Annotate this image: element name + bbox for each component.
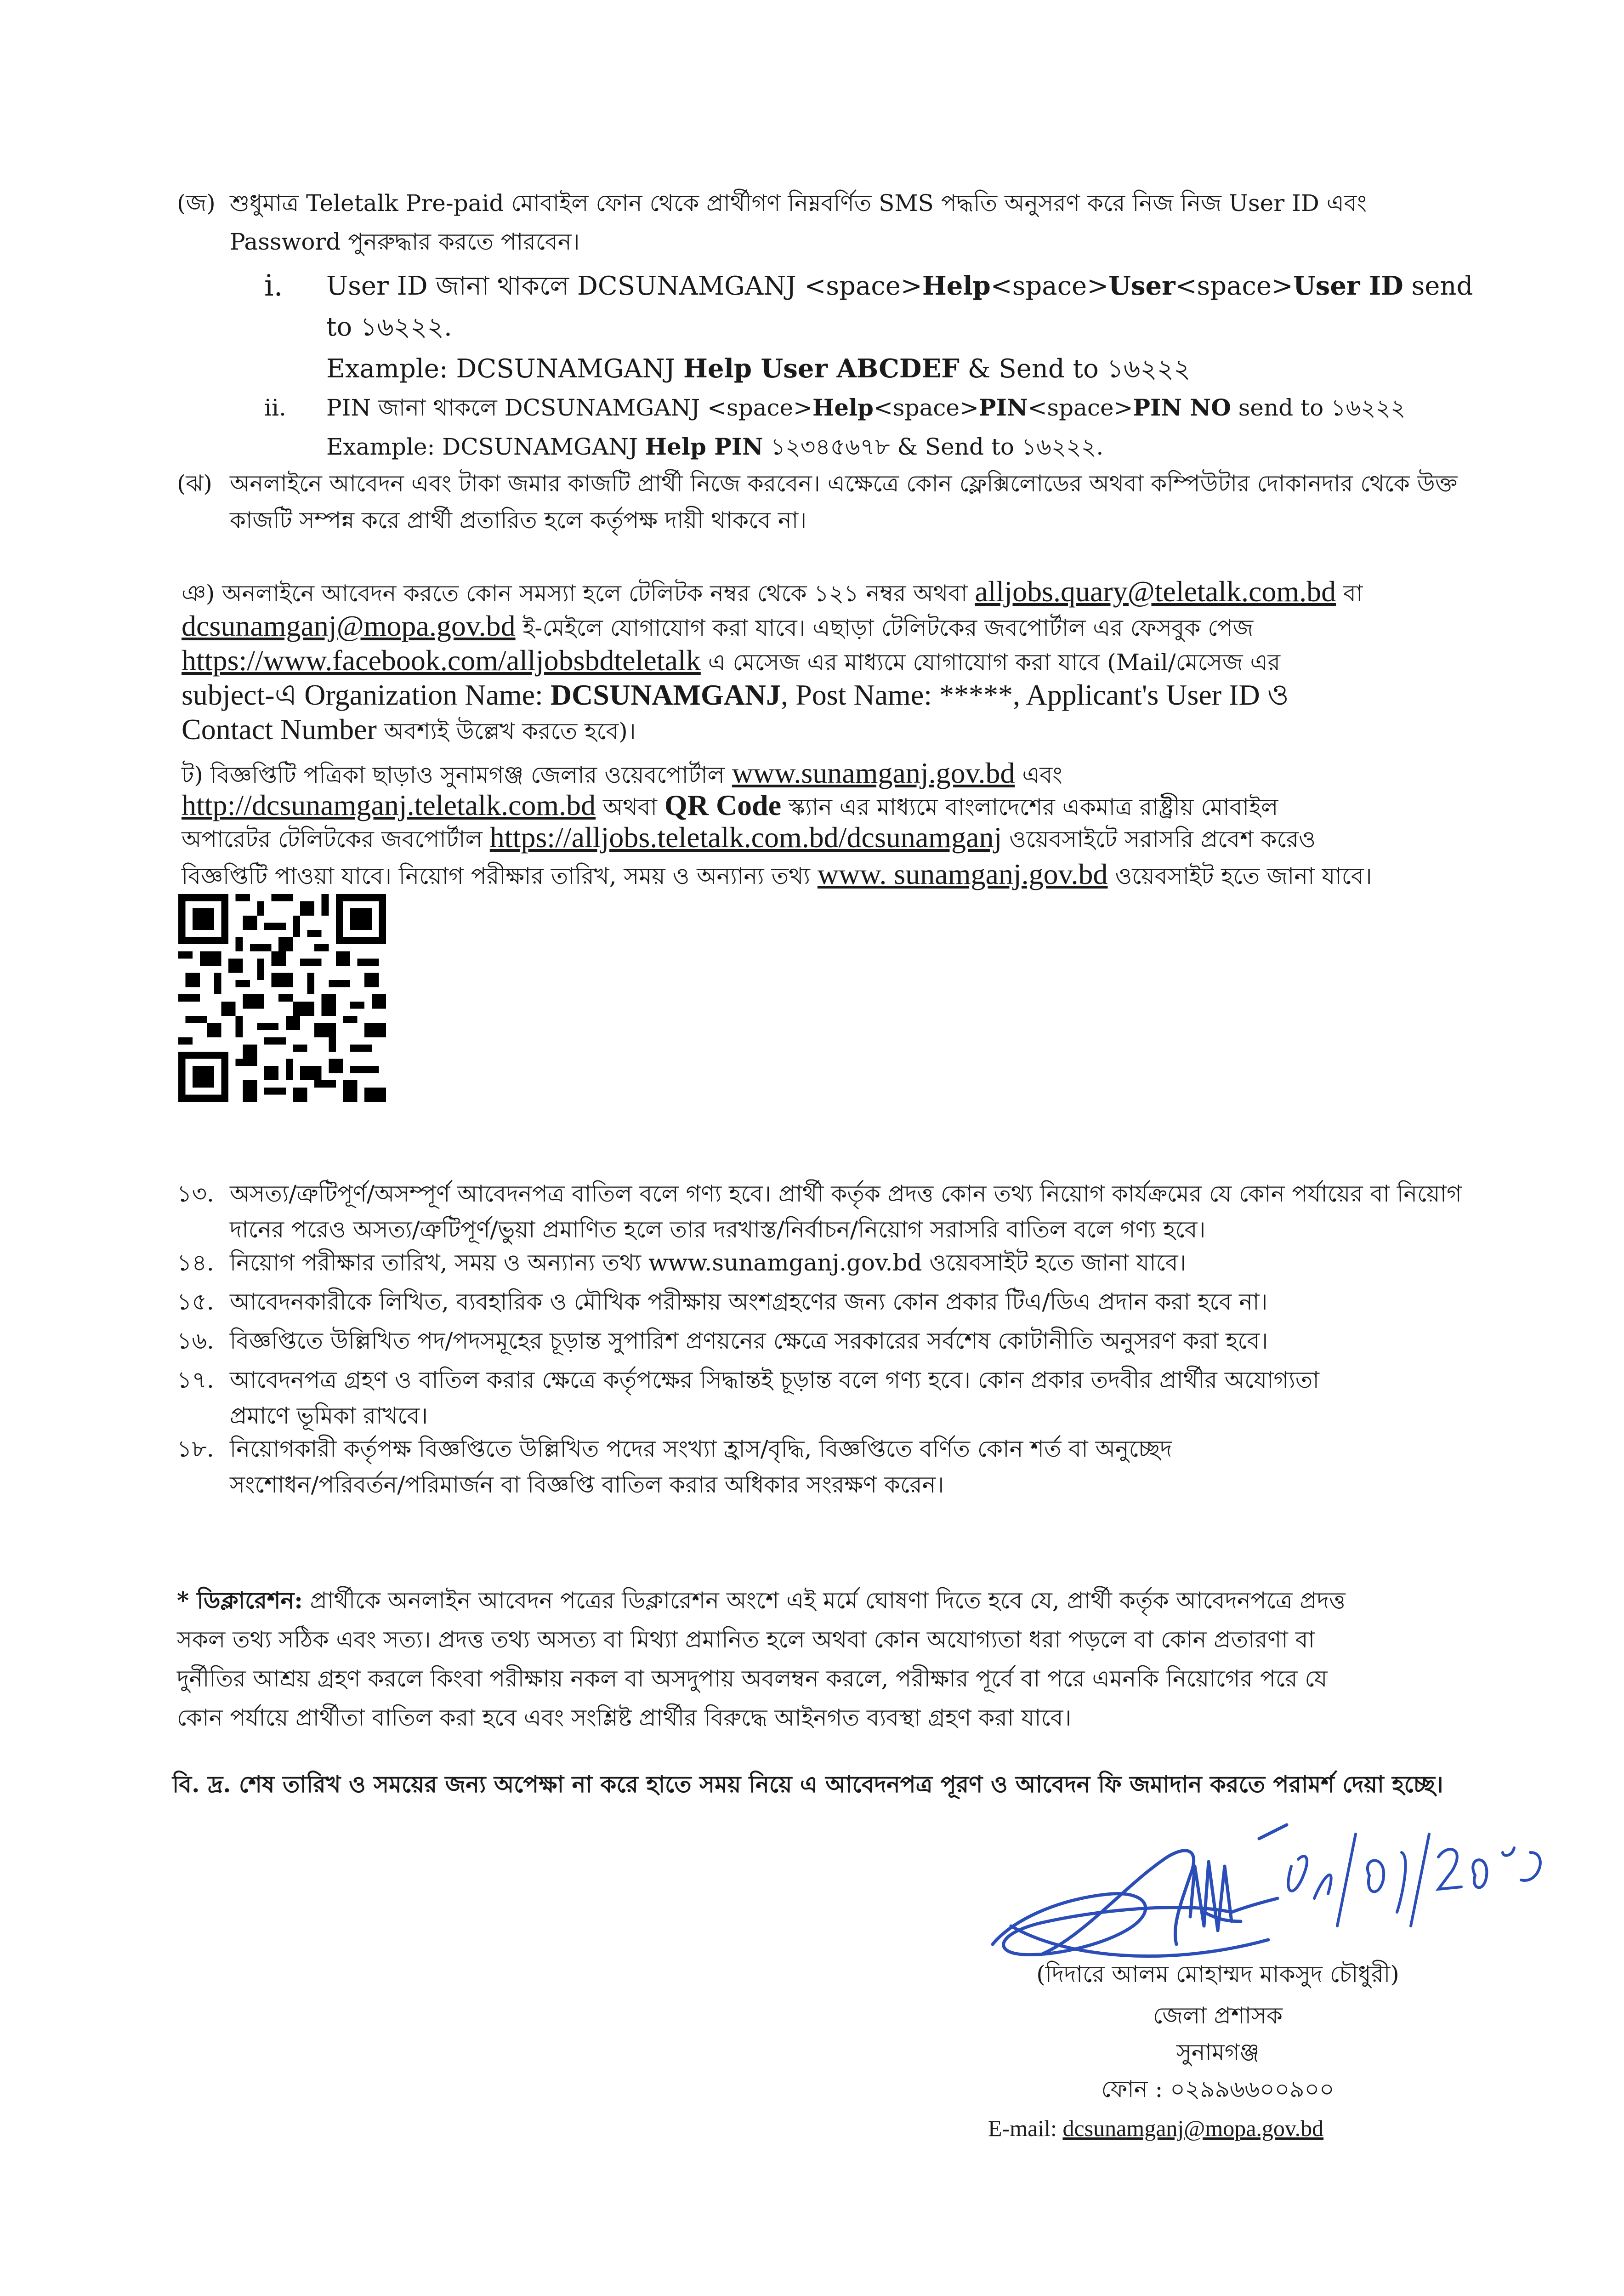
rule-text-line: নিয়োগ পরীক্ষার তারিখ, সময় ও অন্যান্য তথ্য www.sunamganj.gov.bd ওয়েবসাইট হতে জানা যাবে। — [230, 1249, 1187, 1276]
sms-i-userid: User ID — [1293, 271, 1403, 301]
note-line: বি. দ্র. শেষ তারিখ ও সময়ের জন্য অপেক্ষা না করে হাতে সময় নিয়ে এ আবেদনপত্র পূরণ ও আবেদন ফি জমাদান করতে পরামর্শ দেয়া হচ্ছে। — [172, 1771, 1443, 1798]
signatory-name: (দিদারে আলম মোহাম্মদ মাকসুদ চৌধুরী) — [1036, 1961, 1399, 1988]
help-contact-number: Contact Number — [182, 713, 377, 746]
qr-code-label: QR Code — [664, 789, 782, 821]
notice-line4 — [182, 855, 1372, 895]
teletalk-dc-link[interactable]: http://dcsunamganj.teletalk.com.bd — [182, 789, 596, 821]
sms-item-i-line1 — [326, 267, 1473, 306]
help-line4-prefix: subject-এ Organization Name: — [182, 678, 551, 711]
sunamganj-website-link[interactable]: www. sunamganj.gov.bd — [817, 858, 1108, 890]
declaration-line3: দুর্নীতির আশ্রয় গ্রহণ করলে কিংবা পরীক্ষায় নকল বা অসদুপায় অবলম্বন করলে, পরীক্ষার পূর্বে বা পরে এমনকি নিয়োগের পরে যে — [177, 1665, 1328, 1692]
sms-ii-help: Help — [812, 394, 874, 421]
rule-number: ১৫. — [177, 1288, 214, 1315]
rule-number: ১৬. — [177, 1327, 214, 1354]
help-line2-text: ই-মেইলে যোগাযোগ করা যাবে। এছাড়া টেলিটকের জবপোর্টাল এর ফেসবুক পেজ — [515, 615, 1254, 641]
rule-text-line: নিয়োগকারী কর্তৃপক্ষ বিজ্ঞপ্তিতে উল্লিখিত পদের সংখ্যা হ্রাস/বৃদ্ধি, বিজ্ঞপ্তিতে বর্ণিত কোন শর্ত বা অনুচ্ছেদ — [230, 1436, 1172, 1462]
sms-item-i-example — [326, 349, 1191, 388]
rule-number: ১৭. — [177, 1367, 214, 1393]
facebook-page-link[interactable]: https://www.facebook.com/alljobsbdteletalk — [182, 644, 701, 677]
notice-line2-text: স্ক্যান এর মাধ্যমে বাংলাদেশের একমাত্র রাষ্ট্রীয় মোবাইল — [781, 794, 1278, 820]
sms-i-send: send — [1403, 271, 1473, 301]
sms-i-space2: <space> — [1175, 271, 1293, 301]
sms-item-ii-line1 — [326, 388, 1406, 427]
sms-i-example-prefix: Example: DCSUNAMGANJ — [326, 354, 684, 384]
help-line4-suffix: , Post Name: *****, Applicant's User ID ও — [781, 678, 1289, 711]
declaration-line4: কোন পর্যায়ে প্রার্থীতা বাতিল করা হবে এবং সংশ্লিষ্ট প্রার্থীর বিরুদ্ধে আইনগত ব্যবস্থা গ্রহণ করা যাবে। — [177, 1704, 1072, 1731]
rule-text-line: সংশোধন/পরিবর্তন/পরিমার্জন বা বিজ্ঞপ্তি বাতিল করার অধিকার সংরক্ষণ করেন। — [230, 1471, 944, 1498]
sms-intro-line1: শুধুমাত্র Teletalk Pre-paid মোবাইল ফোন থেকে প্রার্থীগণ নিম্নবর্ণিত SMS পদ্ধতি অনুসরণ করে নিজ নিজ User ID এবং — [230, 190, 1367, 216]
sms-i-space: <space> — [990, 271, 1109, 301]
help-line3-text: এ মেসেজ এর মাধ্যমে যোগাযোগ করা যাবে (Mail/মেসেজ এর — [700, 649, 1280, 676]
help-line5 — [182, 710, 636, 751]
sms-ii-space2: <space> — [1028, 394, 1133, 421]
signatory-designation: জেলা প্রশাসক — [1153, 2002, 1283, 2029]
sms-item-i-line2: to ১৬২২২. — [326, 312, 452, 342]
rule-text-line: প্রমাণে ভূমিকা রাখবে। — [230, 1402, 428, 1429]
helpdesk-email-link[interactable]: alljobs.quary@teletalk.com.bd — [975, 575, 1336, 608]
notice-line3 — [182, 818, 1316, 859]
sms-ii-send: send to ১৬২২২ — [1231, 394, 1406, 421]
signatory-email-line — [988, 2110, 1323, 2147]
help-line1-or: বা — [1336, 580, 1363, 607]
rule-number: ১৩. — [177, 1180, 214, 1207]
sms-item-ii-number: ii. — [264, 394, 286, 421]
rule-number: ১৮. — [177, 1436, 214, 1462]
sms-intro-line2: Password পুনরুদ্ধার করতে পারবেন। — [230, 228, 580, 255]
signatory-phone: ফোন : ০২৯৯৬৬০০৯০০ — [1101, 2076, 1334, 2102]
notice-line4-suffix: ওয়েবসাইট হতে জানা যাবে। — [1107, 863, 1372, 889]
notice-line2-or: অথবা — [596, 794, 664, 820]
rule-text-line: আবেদনপত্র গ্রহণ ও বাতিল করার ক্ষেত্রে কর্তৃপক্ষের সিদ্ধান্তই চূড়ান্ত বলে গণ্য হবে। কোন প্রকার তদবীর প্রার্থীর অযোগ্যতা — [230, 1367, 1319, 1393]
dc-email-link[interactable]: dcsunamganj@mopa.gov.bd — [182, 610, 516, 642]
declaration-line1-text: প্রার্থীকে অনলাইন আবেদন পত্রের ডিক্লারেশন অংশে এই মর্মে ঘোষণা দিতে হবে যে, প্রার্থী কর্তৃক আবেদনপত্রে প্রদত্ত — [302, 1587, 1346, 1614]
help-line5-text: অবশ্যই উল্লেখ করতে হবে)। — [376, 718, 636, 745]
rule-text-line: দানের পরেও অসত্য/ত্রুটিপূর্ণ/ভুয়া প্রমাণিত হলে তার দরখাস্ত/নির্বাচন/নিয়োগ সরাসরি বাতিল বলে গণ্য হবে। — [230, 1216, 1206, 1243]
notice-line3-suffix: ওয়েবসাইটে সরাসরি প্রবেশ করেও — [1002, 826, 1316, 853]
notice-line3-text: অপারেটর টেলিটকের জবপোর্টাল — [182, 826, 490, 853]
rule-text-line: বিজ্ঞপ্তিতে উল্লিখিত পদ/পদসমূহের চূড়ান্ত সুপারিশ প্রণয়নের ক্ষেত্রে সরকারের সর্বশেষ কোটানীতি অনুসরণ করা হবে। — [230, 1327, 1268, 1354]
online-line2: কাজটি সম্পন্ন করে প্রার্থী প্রতারিত হলে কর্তৃপক্ষ দায়ী থাকবে না। — [230, 507, 807, 534]
notice-line1-text: ট) বিজ্ঞপ্তিটি পত্রিকা ছাড়াও সুনামগঞ্জ জেলার ওয়েবপোর্টাল — [182, 762, 732, 788]
declaration-line1 — [177, 1581, 1346, 1620]
online-line1: অনলাইনে আবেদন এবং টাকা জমার কাজটি প্রার্থী নিজে করবেন। এক্ষেত্রে কোন ফ্লেক্সিলোডের অথবা কম্পিউটার দোকানদার থেকে উক্ত — [230, 470, 1458, 497]
signatory-email-link[interactable]: dcsunamganj@mopa.gov.bd — [1062, 2115, 1324, 2141]
sms-ii-example-cmd: Help PIN — [645, 433, 763, 460]
signatory-district: সুনামগঞ্জ — [1176, 2039, 1260, 2066]
sms-i-help: Help — [922, 271, 991, 301]
qr-code-image[interactable] — [178, 894, 386, 1102]
sms-i-example-cmd: Help User ABCDEF — [683, 353, 960, 384]
online-label: (ঝ) — [177, 470, 212, 497]
sms-ii-part: PIN জানা থাকলে DCSUNAMGANJ <space> — [326, 394, 812, 421]
sms-ii-example-send: ১২৩৪৫৬৭৮ & Send to ১৬২২২. — [763, 433, 1104, 460]
sms-label: (জ) — [177, 190, 216, 216]
sunamganj-portal-link[interactable]: www.sunamganj.gov.bd — [732, 757, 1015, 789]
rule-text-line: আবেদনকারীকে লিখিত, ব্যবহারিক ও মৌখিক পরীক্ষায় অংশগ্রহণের জন্য কোন প্রকার টিএ/ডিএ প্রদান করা হবে না। — [230, 1288, 1268, 1315]
alljobs-portal-link[interactable]: https://alljobs.teletalk.com.bd/dcsunamganj — [489, 821, 1002, 854]
sms-ii-example-prefix: Example: DCSUNAMGANJ — [326, 433, 645, 460]
sms-ii-pin: PIN — [978, 394, 1028, 421]
rule-text-line: অসত্য/ত্রুটিপূর্ণ/অসম্পূর্ণ আবেদনপত্র বাতিল বলে গণ্য হবে। প্রার্থী কর্তৃক প্রদত্ত কোন তথ্য নিয়োগ কার্যক্রমের যে কোন পর্যায়ের বা নিয়োগ — [230, 1180, 1462, 1207]
sms-i-part: User ID জানা থাকলে DCSUNAMGANJ <space> — [326, 271, 922, 301]
sms-ii-pinno: PIN NO — [1133, 394, 1231, 421]
rule-number: ১৪. — [177, 1249, 214, 1276]
sms-i-user: User — [1108, 271, 1175, 301]
sms-ii-space: <space> — [874, 394, 979, 421]
notice-line1-and: এবং — [1015, 762, 1062, 788]
declaration-line2: সকল তথ্য সঠিক এবং সত্য। প্রদত্ত তথ্য অসত্য বা মিথ্যা প্রমানিত হলে অথবা কোন অযোগ্যতা ধরা পড়লে বা কোন প্রতারণা বা — [177, 1626, 1315, 1653]
help-line1-text: ঞ) অনলাইনে আবেদন করতে কোন সমস্যা হলে টেলিটক নম্বর থেকে ১২১ নম্বর অথবা — [182, 580, 975, 607]
email-label: E-mail: — [988, 2115, 1063, 2141]
sms-item-i-number: i. — [264, 269, 283, 303]
sms-item-ii-example — [326, 427, 1103, 466]
declaration-label: * ডিক্লারেশন: — [177, 1587, 303, 1614]
help-org-name: DCSUNAMGANJ — [550, 678, 781, 711]
notice-line4-text: বিজ্ঞপ্তিটি পাওয়া যাবে। নিয়োগ পরীক্ষার তারিখ, সময় ও অন্যান্য তথ্য — [182, 863, 818, 889]
sms-i-example-send: & Send to ১৬২২২ — [959, 354, 1191, 384]
